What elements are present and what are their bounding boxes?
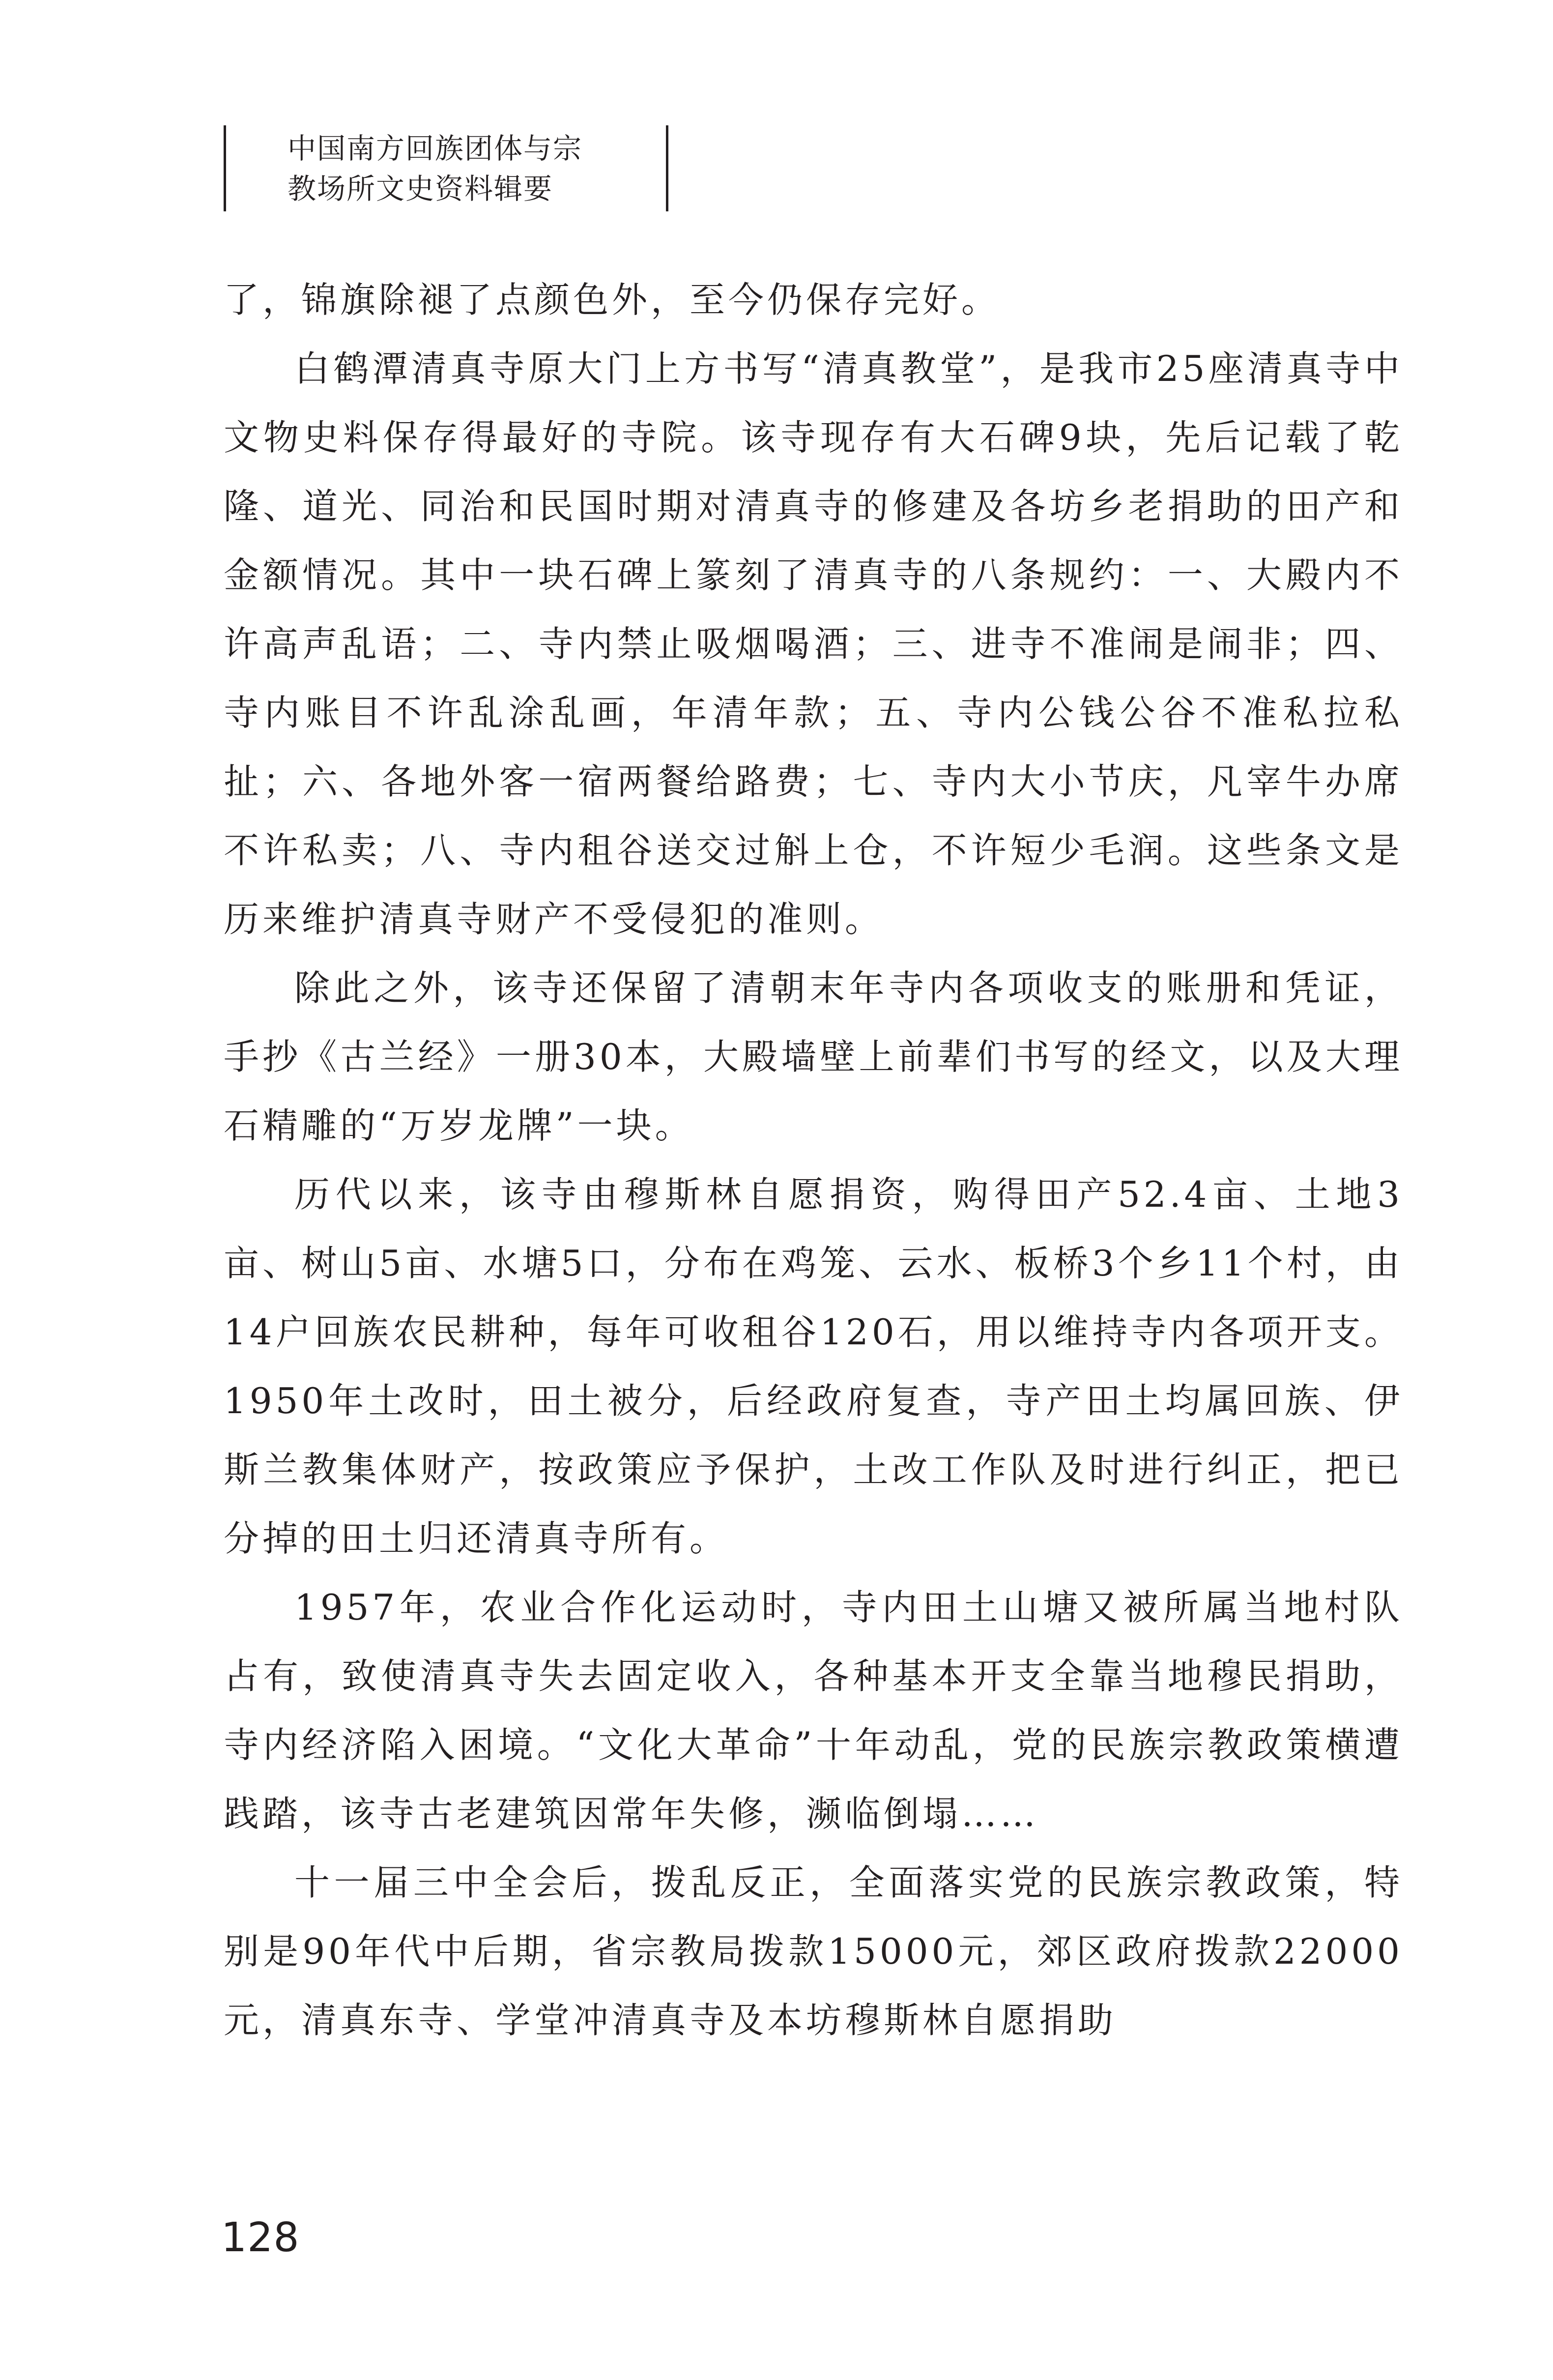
running-header — [224, 125, 676, 211]
running-header-title-line-2: 教场所文史资料辑要 — [288, 172, 553, 205]
header-right-rule — [666, 125, 668, 211]
paragraph: 十一届三中全会后，拨乱反正，全面落实党的民族宗教政策，特别是90年代中后期，省宗教局拨款15000元，郊区政府拨款22000元，清真东寺、学堂冲清真寺及本坊穆斯林自愿捐助 — [224, 1862, 1403, 2041]
paragraph: 除此之外，该寺还保留了清朝末年寺内各项收支的账册和凭证，手抄《古兰经》一册30本，大殿墙壁上前辈们书写的经文，以及大理石精雕的“万岁龙牌”一块。 — [224, 967, 1403, 1146]
main-body-text — [224, 265, 1403, 2055]
running-header-title — [288, 128, 582, 209]
paragraph: 历代以来，该寺由穆斯林自愿捐资，购得田产52.4亩、土地3亩、树山5亩、水塘5口，分布在鸡笼、云水、板桥3个乡11个村，由14户回族农民耕种，每年可收租谷120石，用以维持寺内各项开支。1950年土改时，田土被分，后经政府复查，寺产田土均属回族、伊斯兰教集体财产，按政策应予保护，土改工作队及时进行纠正，把已分掉的田土归还清真寺所有。 — [224, 1174, 1403, 1559]
paragraph: 1957年，农业合作化运动时，寺内田土山塘又被所属当地村队占有，致使清真寺失去固定收入，各种基本开支全靠当地穆民捐助，寺内经济陷入困境。“文化大革命”十年动乱，党的民族宗教政策横遭践踏，该寺古老建筑因常年失修，濒临倒塌…… — [224, 1587, 1403, 1834]
running-header-title-line-1: 中国南方回族团体与宗 — [288, 132, 583, 165]
header-left-rule — [224, 125, 226, 211]
paragraph-continued: 了，锦旗除褪了点颜色外，至今仍保存完好。 — [224, 279, 1001, 320]
paragraph: 白鹤潭清真寺原大门上方书写“清真教堂”，是我市25座清真寺中文物史料保存得最好的寺院。该寺现存有大石碑9块，先后记载了乾隆、道光、同治和民国时期对清真寺的修建及各坊乡老捐助的田产和金额情况。其中一块石碑上篆刻了清真寺的八条规约：一、大殿内不许高声乱语；二、寺内禁止吸烟喝酒；三、进寺不准闹是闹非；四、寺内账目不许乱涂乱画，年清年款；五、寺内公钱公谷不准私拉私扯；六、各地外客一宿两餐给路费；七、寺内大小节庆，凡宰牛办席不许私卖；八、寺内租谷送交过斛上仓，不许短少毛润。这些条文是历来维护清真寺财产不受侵犯的准则。 — [224, 348, 1403, 940]
page-number: 128 — [221, 2214, 300, 2261]
